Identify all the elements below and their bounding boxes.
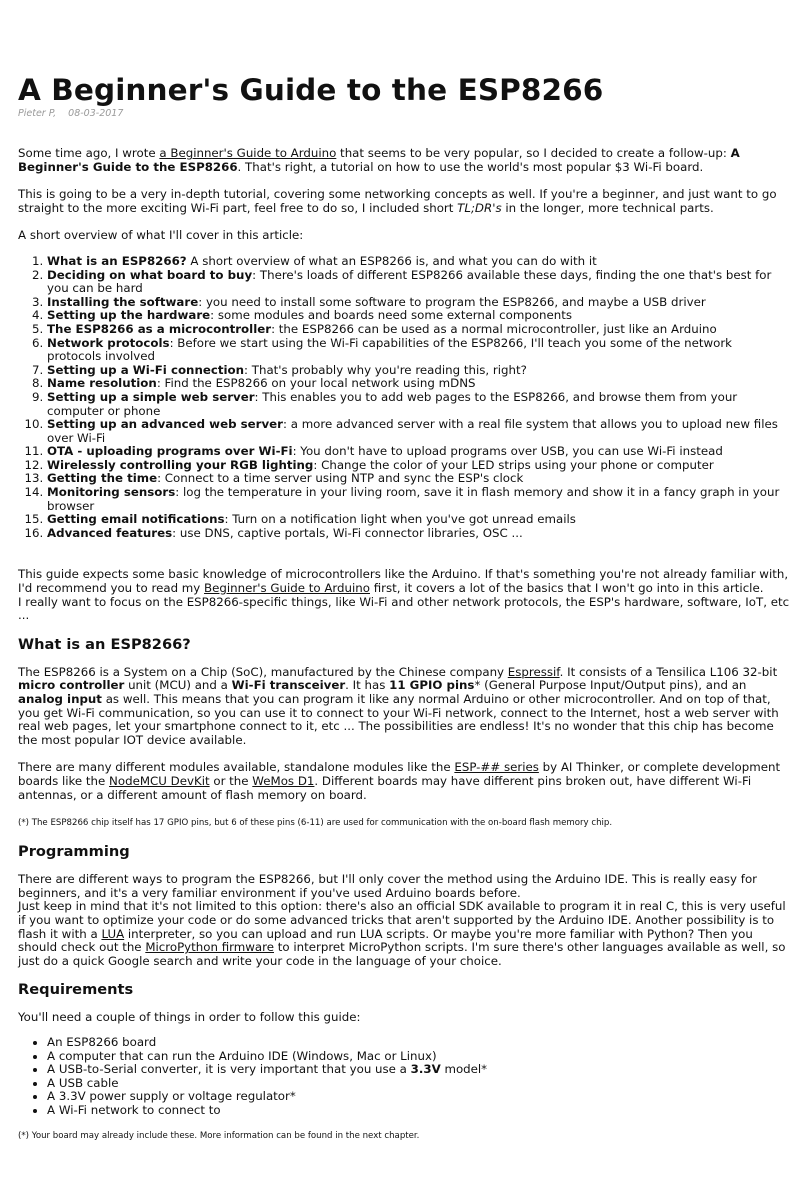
page-title: A Beginner's Guide to the ESP8266: [18, 73, 604, 107]
link-wemos[interactable]: WeMos D1: [252, 773, 315, 788]
toc-item: 13. Getting the time: Connect to a time server using NTP and sync the ESP's clock: [47, 472, 790, 486]
toc-item: 8. Name resolution: Find the ESP8266 on your local network using mDNS: [47, 377, 790, 391]
toc-item: 14. Monitoring sensors: log the temperature in your living room, save it in flash memory and show it in a fancy graph in your browser: [47, 486, 790, 513]
what-paragraph-1: The ESP8266 is a System on a Chip (SoC), manufactured by the Chinese company Espressif. It consists of a Tensilica L106 32-bit micro controller unit (MCU) and a Wi-Fi transceiver. It has 11 GPIO pins* (General Purpose Input/Output pins), and an analog input as well. This means that you can program it like any normal Arduino or other microcontroller. And on top of that, you get Wi-Fi communication, so you can use it to connect to your Wi-Fi network, connect to the Internet, host a web server with real web pages, let your smartphone connect to it, etc ... The possibilities are endless! It's no wonder that this chip has become the most popular IOT device available.: [18, 664, 779, 747]
link-espressif[interactable]: Espressif: [507, 664, 560, 679]
author: Pieter P,: [18, 108, 57, 119]
requirements-intro: You'll need a couple of things in order to follow this guide:: [18, 1010, 361, 1025]
list-item: • A computer that can run the Arduino IDE (Windows, Mac or Linux): [47, 1050, 790, 1064]
list-item: • A USB-to-Serial converter, it is very important that you use a 3.3V model*: [47, 1063, 790, 1077]
table-of-contents: [18, 255, 790, 540]
toc-item: 3. Installing the software: you need to install some software to program the ESP8266, and maybe a USB driver: [47, 296, 790, 310]
toc-item: 5. The ESP8266 as a microcontroller: the ESP8266 can be used as a normal microcontroller, just like an Arduino: [47, 323, 790, 337]
section-heading-requirements: Requirements: [18, 981, 134, 999]
link-nodemcu[interactable]: NodeMCU DevKit: [109, 773, 210, 788]
toc-item: 9. Setting up a simple web server: This enables you to add web pages to the ESP8266, and browse them from your computer or phone: [47, 391, 790, 418]
link-beginners-guide-arduino[interactable]: Beginner's Guide to Arduino: [204, 581, 370, 596]
guide-paragraph: This guide expects some basic knowledge of microcontrollers like the Arduino. If that's something you're not already familiar with, I'd recommend you to read my Beginner's Guide to Arduino first, it covers a lot of the basics that I won't go into in this article. I really want to focus on the ESP8266-specific things, like Wi-Fi and other network protocols, the ESP's hardware, software, IoT, etc ...: [18, 567, 790, 623]
toc-item: 6. Network protocols: Before we start using the Wi-Fi capabilities of the ESP8266, I'll teach you some of the network protocols involved: [47, 337, 790, 364]
toc-item: 10. Setting up an advanced web server: a more advanced server with a real file system that allows you to upload new files over Wi-Fi: [47, 418, 790, 445]
intro-paragraph-2: This is going to be a very in-depth tutorial, covering some networking concepts as well. If you're a beginner, and just want to go straight to the more exciting Wi-Fi part, feel free to do so, I included short TL;DR's in the longer, more technical parts.: [18, 187, 777, 215]
toc-item: 12. Wirelessly controlling your RGB lighting: Change the color of your LED strips using your phone or computer: [47, 459, 790, 473]
date: 08-03-2017: [68, 108, 124, 119]
toc-item: 4. Setting up the hardware: some modules and boards need some external components: [47, 309, 790, 323]
intro-paragraph-3: A short overview of what I'll cover in this article:: [18, 228, 304, 243]
list-item: • A USB cable: [47, 1077, 790, 1091]
link-esp-series[interactable]: ESP-## series: [454, 760, 539, 775]
programming-paragraph: There are different ways to program the ESP8266, but I'll only cover the method using the Arduino IDE. This is really easy for beginners, and it's a very familiar environment if you've used Arduino boards before. Just keep in mind that it's not limited to this option: there's also an official SDK available to program it in real C, this is very useful if you want to optimize your code or do some advanced tricks that aren't supported by the Arduino IDE. Another possibility is to flash it with a LUA interpreter, so you can upload and run LUA scripts. Or maybe you're more familiar with Python? Then you should check out the MicroPython firmware to interpret MicroPython scripts. I'm sure there's other languages available as well, so just do a quick Google search and write your code in the language of your choice.: [18, 872, 786, 968]
list-item: • A Wi-Fi network to connect to: [47, 1104, 790, 1118]
toc-item: 7. Setting up a Wi-Fi connection: That's probably why you're reading this, right?: [47, 364, 790, 378]
toc-item: 1. What is an ESP8266? A short overview of what an ESP8266 is, and what you can do with it: [47, 255, 790, 269]
list-item: • A 3.3V power supply or voltage regulator*: [47, 1090, 790, 1104]
section-heading-what-is: What is an ESP8266?: [18, 635, 191, 653]
gpio-footnote: (*) The ESP8266 chip itself has 17 GPIO pins, but 6 of these pins (6-11) are used for communication with the on-board flash memory chip.: [18, 818, 613, 829]
intro-paragraph-1: Some time ago, I wrote a Beginner's Guide to Arduino that seems to be very popular, so I decided to create a follow-up: A Beginner's Guide to the ESP8266. That's right, a tutorial on how to use the world's most popular $3 Wi-Fi board.: [18, 146, 740, 174]
requirements-list: [18, 1036, 790, 1118]
list-item: • An ESP8266 board: [47, 1036, 790, 1050]
link-lua[interactable]: LUA: [101, 926, 125, 941]
toc-item: 16. Advanced features: use DNS, captive portals, Wi-Fi connector libraries, OSC ...: [47, 527, 790, 541]
what-paragraph-2: There are many different modules available, standalone modules like the ESP-## series by AI Thinker, or complete development boards like the NodeMCU DevKit or the WeMos D1. Different boards may have different pins broken out, have different Wi-Fi antennas, or a different amount of flash memory on board.: [18, 760, 781, 802]
link-arduino-guide[interactable]: a Beginner's Guide to Arduino: [159, 146, 337, 160]
toc-item: 11. OTA - uploading programs over Wi-Fi: You don't have to upload programs over USB, you can use Wi-Fi instead: [47, 445, 790, 459]
article-meta: [18, 108, 790, 122]
requirements-footnote: (*) Your board may already include these. More information can be found in the next chapter.: [18, 1131, 420, 1142]
toc-item: 2. Deciding on what board to buy: There's loads of different ESP8266 available these days, finding the one that's best for you can be hard: [47, 269, 790, 296]
section-heading-programming: Programming: [18, 843, 130, 861]
link-micropython[interactable]: MicroPython firmware: [145, 940, 274, 955]
toc-item: 15. Getting email notifications: Turn on a notification light when you've got unread emails: [47, 513, 790, 527]
